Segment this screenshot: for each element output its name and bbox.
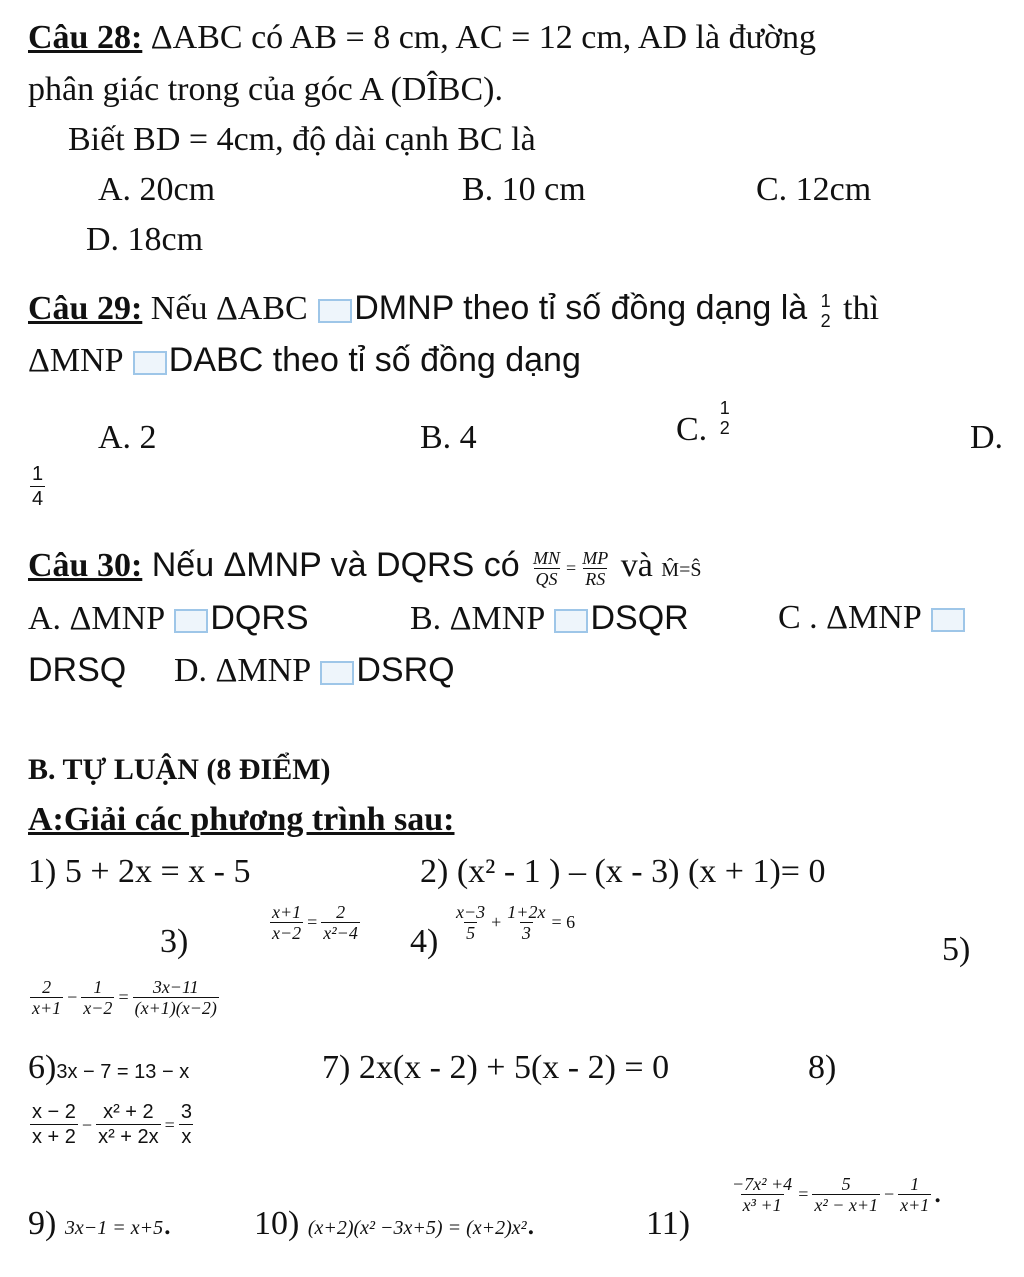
- eq11-f1-den: x³ +1: [742, 1194, 782, 1215]
- equation-5: $\frac{2}{x+1}$ − $\frac{1}{x-2}$ = $\frac{3x-11}{(x+1)(x-2)}$: [32, 976, 217, 1018]
- q30-option-a-target: DQRS: [210, 599, 309, 637]
- similarity-symbol-box: [931, 608, 965, 632]
- eq11-fraction-1: [730, 1174, 794, 1215]
- eq4-f2-den: 3: [521, 922, 531, 943]
- eq5-f3-num: 3x−11: [152, 976, 199, 997]
- similarity-symbol-box: [318, 299, 352, 323]
- q30-text-va: và: [612, 547, 662, 584]
- eq11-fraction-2: [812, 1174, 880, 1215]
- similarity-symbol-box: [133, 351, 167, 375]
- q30-option-c-wrap: [778, 598, 967, 638]
- part-b-subheading: A:Giải các phương trình sau:: [28, 801, 455, 838]
- equation-9: [28, 1204, 172, 1248]
- q28-label: Câu 28:: [28, 19, 143, 56]
- q29-line1: [28, 288, 879, 331]
- eq3-f1-den: x−2: [272, 922, 302, 943]
- eq5-f2-den: x−2: [83, 997, 113, 1018]
- equation-5-label: 5): [942, 931, 971, 968]
- q30-option-d-target: DSRQ: [356, 651, 455, 689]
- eq8-fraction-3: [179, 1100, 194, 1149]
- eq4-f1-num: x−3: [456, 901, 486, 922]
- equation-8: $\frac{x - 2}{x + 2}$ − $\frac{\text{x² + 2}}{\text{x² + 2x}}$ = $\frac{3}{x}$: [32, 1101, 192, 1148]
- eq4-fraction-2: [505, 902, 547, 943]
- q29-option-d: D.: [970, 419, 1004, 456]
- eq11-f2-num: 5: [841, 1173, 851, 1194]
- q30-option-b: B. ΔMNP: [410, 600, 553, 637]
- q30-equals: =: [566, 558, 577, 579]
- q28-text1: ΔABC có AB = 8 cm, AC = 12 cm, AD là đường: [142, 19, 816, 56]
- q30-fraction-mp-rs: [580, 548, 610, 589]
- q29-d-den: 4: [32, 488, 44, 510]
- eq8-f2-num: x² + 2: [103, 1101, 154, 1123]
- q29-label: Câu 29:: [28, 290, 143, 327]
- similarity-symbol-box: [320, 661, 354, 685]
- eq5-fraction-1: [30, 977, 63, 1018]
- q28-line1: [28, 18, 816, 58]
- eq10-dot: .: [526, 1205, 536, 1242]
- similarity-symbol-box: [174, 609, 208, 633]
- q30-option-c: C . ΔMNP: [778, 599, 929, 636]
- eq9-dot: .: [163, 1205, 172, 1242]
- q29-text1b: DMNP theo tỉ số đồng dạng là: [354, 289, 817, 327]
- eq8-f1-num: x − 2: [32, 1101, 76, 1123]
- q29-ratio-den: 2: [820, 311, 831, 332]
- eq5-fraction-2: [81, 977, 114, 1018]
- q29-ratio-fraction: [819, 291, 833, 331]
- equation-3: $\frac{x+1}{x-2}$ = $\frac{2}{\text{x²−4}}$: [272, 901, 358, 943]
- eq3-fraction-2: [321, 902, 360, 943]
- q29-option-c-fraction: [718, 398, 732, 438]
- q29-text1a: Nếu ΔABC: [142, 290, 317, 327]
- q28-option-a: A. 20cm: [98, 171, 216, 208]
- eq11-f3-den: x+1: [900, 1194, 930, 1215]
- q30-fraction-mn-qs: [531, 548, 562, 589]
- equation-10: [254, 1204, 535, 1248]
- eq10-label: 10): [254, 1205, 300, 1242]
- q29-c-den: 2: [719, 418, 730, 438]
- eq10-expression: (x+2)(x² −3x+5) = (x+2)x²: [307, 1217, 527, 1239]
- eq6-expression: 3x − 7 = 13 − x: [56, 1061, 190, 1083]
- q30-options-line2: [28, 650, 126, 691]
- eq8-fraction-1: [30, 1100, 78, 1149]
- q30-f2-num: MP: [582, 547, 609, 568]
- q30-angle-condition: M̂=Ŝ: [661, 559, 702, 581]
- equation-1: 1) 5 + 2x = x - 5: [28, 853, 251, 890]
- eq3-fraction-1: [270, 902, 303, 943]
- part-b-heading: B. TỰ LUẬN (8 ĐIỂM): [28, 753, 331, 786]
- q28-line3: Biết BD = 4cm, độ dài cạnh BC là: [68, 121, 536, 158]
- eq11-f1-num: −7x² +4: [732, 1173, 793, 1194]
- q29-text2a: ΔMNP: [28, 342, 131, 379]
- q30-f1-den: QS: [535, 568, 558, 589]
- eq5-f1-num: 2: [42, 976, 52, 997]
- eq11-f2-den: x² − x+1: [814, 1194, 879, 1215]
- equation-2: 2) (x² - 1 ) – (x - 3) (x + 1)= 0: [420, 853, 826, 890]
- q29-text2b: DABC theo tỉ số đồng dạng: [168, 341, 581, 379]
- q30-label: Câu 30:: [28, 547, 143, 584]
- eq9-label: 9): [28, 1205, 57, 1242]
- q29-option-c-label: C.: [676, 411, 716, 448]
- q29-option-a: A. 2: [98, 419, 157, 456]
- equation-4: $\frac{x-3}{5}$ + $\frac{1+2x}{3}$ = 6: [456, 901, 576, 943]
- eq11-fraction-3: [898, 1174, 931, 1215]
- eq4-f2-num: 1+2x: [507, 901, 546, 922]
- eq9-expression: 3x−1 = x+5: [64, 1217, 164, 1239]
- q28-option-d: D. 18cm: [86, 221, 204, 258]
- q30-text1a: Nếu ΔMNP và DQRS có: [142, 546, 530, 584]
- eq5-fraction-3: [133, 977, 219, 1018]
- q29-text1c: thì: [834, 290, 880, 327]
- eq8-f3-num: 3: [180, 1101, 192, 1123]
- q30-option-a: A. ΔMNP: [28, 600, 173, 637]
- eq4-fraction-1: [454, 902, 487, 943]
- q29-option-b: B. 4: [420, 419, 477, 456]
- eq8-f3-den: x: [181, 1126, 192, 1148]
- q30-line1: [28, 545, 701, 590]
- equation-6: [28, 1048, 189, 1092]
- eq4-rhs: = 6: [551, 912, 576, 933]
- q29-d-num: 1: [32, 463, 44, 485]
- eq3-f1-num: x+1: [272, 901, 302, 922]
- equation-8-label: 8): [808, 1049, 837, 1086]
- equation-4-label: 4): [410, 923, 439, 960]
- equation-7: 7) 2x(x - 2) + 5(x - 2) = 0: [322, 1049, 670, 1086]
- equation-11-label: 11): [646, 1205, 691, 1242]
- eq8-f2-den: x² + 2x: [98, 1126, 159, 1148]
- eq3-f2-num: 2: [336, 901, 346, 922]
- q29-ratio-num: 1: [820, 291, 831, 312]
- q30-f2-den: RS: [585, 568, 606, 589]
- equation-3-label: 3): [160, 923, 189, 960]
- eq11-f3-num: 1: [910, 1173, 920, 1194]
- q30-option-b-wrap: [410, 598, 689, 639]
- q28-option-b: B. 10 cm: [462, 171, 586, 208]
- q29-option-d-value: [28, 462, 47, 511]
- eq8-f1-den: x + 2: [32, 1126, 76, 1148]
- eq5-f3-den: (x+1)(x−2): [134, 997, 217, 1018]
- q28-option-c: C. 12cm: [756, 171, 872, 208]
- eq4-f1-den: 5: [466, 922, 476, 943]
- eq5-f1-den: x+1: [32, 997, 62, 1018]
- q28-line2: phân giác trong của góc A (DÎBC).: [28, 71, 503, 108]
- q30-options-line1: [28, 598, 309, 639]
- eq8-fraction-2: [96, 1100, 161, 1149]
- q30-option-c-target: DRSQ: [28, 651, 127, 689]
- q30-option-b-target: DSQR: [590, 599, 689, 637]
- q29-d-fraction: [30, 462, 45, 511]
- q29-c-num: 1: [719, 398, 730, 418]
- equation-11: $\frac{\text{−7x² +4}}{\text{x³ +1}}$ = $\frac{5}{\text{x² − x+1}}$ − $\frac{1}{x+1}$ .: [732, 1173, 942, 1215]
- q29-line2: [28, 340, 581, 381]
- eq6-label: 6): [28, 1049, 57, 1086]
- eq3-f2-den: x²−4: [323, 922, 358, 943]
- q30-option-d: D. ΔMNP: [174, 652, 319, 689]
- q30-option-d-wrap: [174, 650, 455, 691]
- similarity-symbol-box: [554, 609, 588, 633]
- q30-f1-num: MN: [533, 547, 561, 568]
- eq5-f2-num: 1: [93, 976, 103, 997]
- q29-option-c: [676, 398, 734, 450]
- eq11-dot: .: [933, 1173, 942, 1210]
